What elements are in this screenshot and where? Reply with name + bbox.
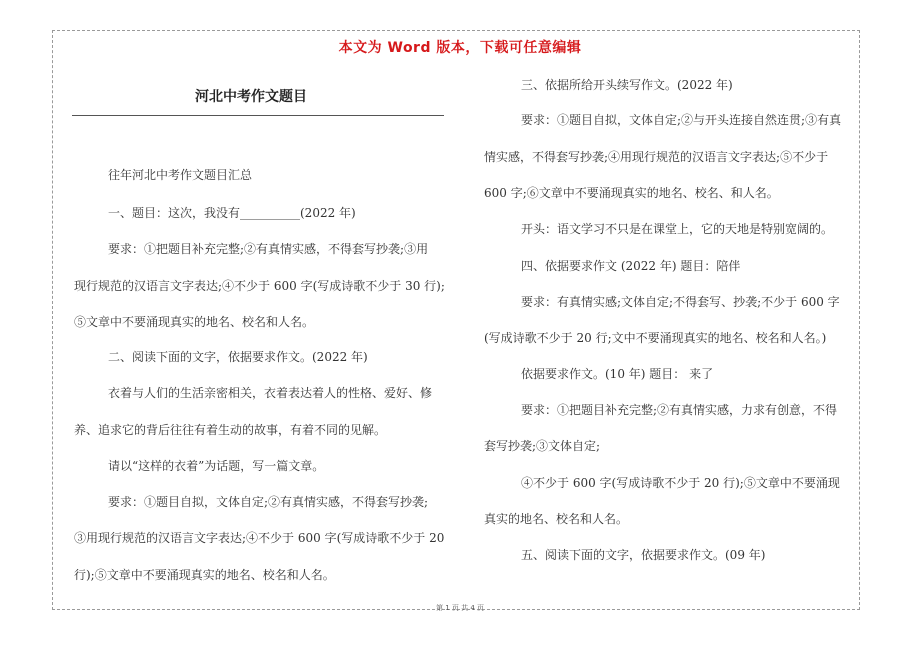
right-line: 开头：语文学习不只是在课堂上，它的天地是特别宽阔的。 (521, 222, 834, 236)
left-line: 请以“这样的衣着”为话题，写一篇文章。 (108, 459, 325, 473)
edit-banner: 本文为 Word 版本，下载可任意编辑 (338, 40, 582, 56)
left-line: 要求：①题目自拟，文体自定;②有真情实感，不得套写抄袭; (108, 495, 429, 509)
left-line: 要求：①把题目补充完整;②有真情实感，不得套写抄袭;③用 (108, 242, 429, 256)
right-line: 五、阅读下面的文字，依据要求作文。(09 年) (521, 548, 766, 562)
right-line: 三、依据所给开头续写作文。(2022 年) (521, 78, 733, 92)
left-line: 衣着与人们的生活亲密相关，衣着表达着人的性格、爱好、修 (108, 386, 433, 400)
right-line: 依据要求作文。(10 年) 题目： 来了 (521, 367, 714, 381)
right-line: ④不少于 600 字(写成诗歌不少于 20 行);⑤文章中不要涌现 (521, 476, 840, 490)
right-line: 要求：有真情实感;文体自定;不得套写、抄袭;不少于 600 字 (521, 295, 840, 309)
right-line: (写成诗歌不少于 20 行;文中不要涌现真实的地名、校名和人名。) (484, 331, 827, 345)
right-line: 600 字;⑥文章中不要涌现真实的地名、校名、和人名。 (484, 186, 779, 200)
left-line: ③用现行规范的汉语言文字表达;④不少于 600 字(写成诗歌不少于 20 (74, 531, 445, 545)
right-line: 要求：①把题目补充完整;②有真情实感，力求有创意，不得 (521, 403, 838, 417)
left-line: 养、追求它的背后往往有着生动的故事，有着不同的见解。 (74, 423, 387, 437)
left-line: 现行规范的汉语言文字表达;④不少于 600 字(写成诗歌不少于 30 行); (74, 279, 445, 293)
right-line: 要求：①题目自拟，文体自定;②与开头连接自然连贯;③有真 (521, 113, 842, 127)
right-line: 情实感，不得套写抄袭;④用现行规范的汉语言文字表达;⑤不少于 (484, 150, 829, 164)
right-line: 套写抄袭;③文体自定; (484, 439, 601, 453)
title-underline (72, 115, 444, 116)
document-title: 河北中考作文题目 (195, 89, 307, 105)
left-line: 一、题目：这次，我没有__________(2022 年) (108, 206, 356, 220)
left-line: 二、阅读下面的文字，依据要求作文。(2022 年) (108, 350, 368, 364)
left-line: 行);⑤文章中不要涌现真实的地名、校名和人名。 (74, 568, 335, 582)
right-line: 真实的地名、校名和人名。 (484, 512, 629, 526)
right-line: 四、依据要求作文 (2022 年) 题目：陪伴 (521, 259, 741, 273)
page-number: 第 1 页 共 4 页 (435, 604, 485, 612)
left-line: ⑤文章中不要涌现真实的地名、校名和人名。 (74, 315, 315, 329)
left-line: 往年河北中考作文题目汇总 (108, 168, 253, 182)
